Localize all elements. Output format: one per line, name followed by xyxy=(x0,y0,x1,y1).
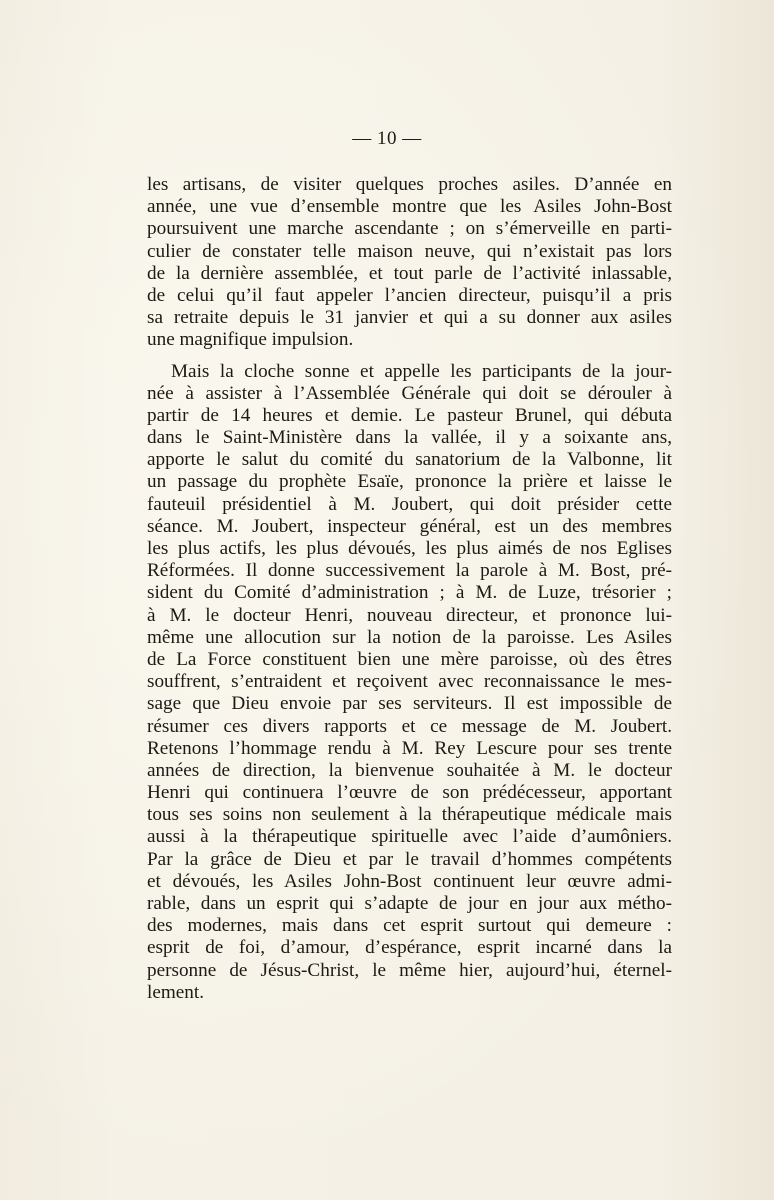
text-line: de la dernière assemblée, et tout parle de l’activité inlassable, xyxy=(147,262,672,284)
text-line: de La Force constituent bien une mère paroisse, où des êtres xyxy=(147,648,672,670)
text-line: de celui qu’il faut appeler l’ancien directeur, puisqu’il a pris xyxy=(147,284,672,306)
text-line: des modernes, mais dans cet esprit surtout qui demeure : xyxy=(147,915,672,937)
text-line: personne de Jésus-Christ, le même hier, aujourd’hui, éternel- xyxy=(147,959,672,981)
text-line: tous ses soins non seulement à la thérapeutique médicale mais xyxy=(147,804,672,826)
text-line: Retenons l’hommage rendu à M. Rey Lescure pour ses trente xyxy=(147,737,672,759)
text-line: dans le Saint-Ministère dans la vallée, il y a soixante ans, xyxy=(147,427,672,449)
text-line: sage que Dieu envoie par ses serviteurs. Il est impossible de xyxy=(147,693,672,715)
text-line: les artisans, de visiter quelques proches asiles. D’année en xyxy=(147,174,672,195)
paragraph-gap xyxy=(147,352,672,361)
text-line: Réformées. Il donne successivement la parole à M. Bost, pré- xyxy=(147,560,672,582)
text-line: un passage du prophète Esaïe, prononce la prière et laisse le xyxy=(147,471,672,493)
paragraph-1 xyxy=(147,174,672,352)
text-line: années de direction, la bienvenue souhaitée à M. le docteur xyxy=(147,759,672,781)
text-line: née à assister à l’Assemblée Générale qui doit se dérouler à xyxy=(147,382,672,404)
text-line: sa retraite depuis le 31 janvier et qui a su donner aux asiles xyxy=(147,307,672,329)
text-line: année, une vue d’ensemble montre que les Asiles John-Bost xyxy=(147,196,672,218)
text-line: sident du Comité d’administration ; à M. de Luze, trésorier ; xyxy=(147,582,672,604)
text-line: Mais la cloche sonne et appelle les participants de la jour- xyxy=(171,360,672,382)
text-line: poursuivent une marche ascendante ; on s’émerveille en parti- xyxy=(147,218,672,240)
text-line: aussi à la thérapeutique spirituelle avec l’aide d’aumôniers. xyxy=(147,826,672,848)
body-text xyxy=(147,174,672,1004)
text-line: séance. M. Joubert, inspecteur général, est un des membres xyxy=(147,515,672,537)
page-number: — 10 — xyxy=(352,128,422,149)
text-line: souffrent, s’entraident et reçoivent avec reconnaissance le mes- xyxy=(147,671,672,693)
text-line: Par la grâce de Dieu et par le travail d’hommes compétents xyxy=(147,848,672,870)
text-line: apporte le salut du comité du sanatorium de la Valbonne, lit xyxy=(147,449,672,471)
text-line: fauteuil présidentiel à M. Joubert, qui doit présider cette xyxy=(147,493,672,515)
text-line: Henri qui continuera l’œuvre de son prédécesseur, apportant xyxy=(147,782,672,804)
text-line: lement. xyxy=(147,981,205,1003)
text-line: même une allocution sur la notion de la paroisse. Les Asiles xyxy=(147,626,672,648)
text-line: et dévoués, les Asiles John-Bost continuent leur œuvre admi- xyxy=(147,870,672,892)
text-line: une magnifique impulsion. xyxy=(147,329,354,351)
text-line: culier de constater telle maison neuve, qui n’existait pas lors xyxy=(147,240,672,262)
text-line: les plus actifs, les plus dévoués, les plus aimés de nos Eglises xyxy=(147,538,672,559)
text-line: résumer ces divers rapports et ce message de M. Joubert. xyxy=(147,715,672,737)
text-line: rable, dans un esprit qui s’adapte de jour en jour aux métho- xyxy=(147,893,672,914)
paragraph-2 xyxy=(147,361,672,1004)
text-line: esprit de foi, d’amour, d’espérance, esprit incarné dans la xyxy=(147,937,672,959)
text-line: partir de 14 heures et demie. Le pasteur Brunel, qui débuta xyxy=(147,404,672,426)
text-line: à M. le docteur Henri, nouveau directeur, et prononce lui- xyxy=(147,604,672,626)
